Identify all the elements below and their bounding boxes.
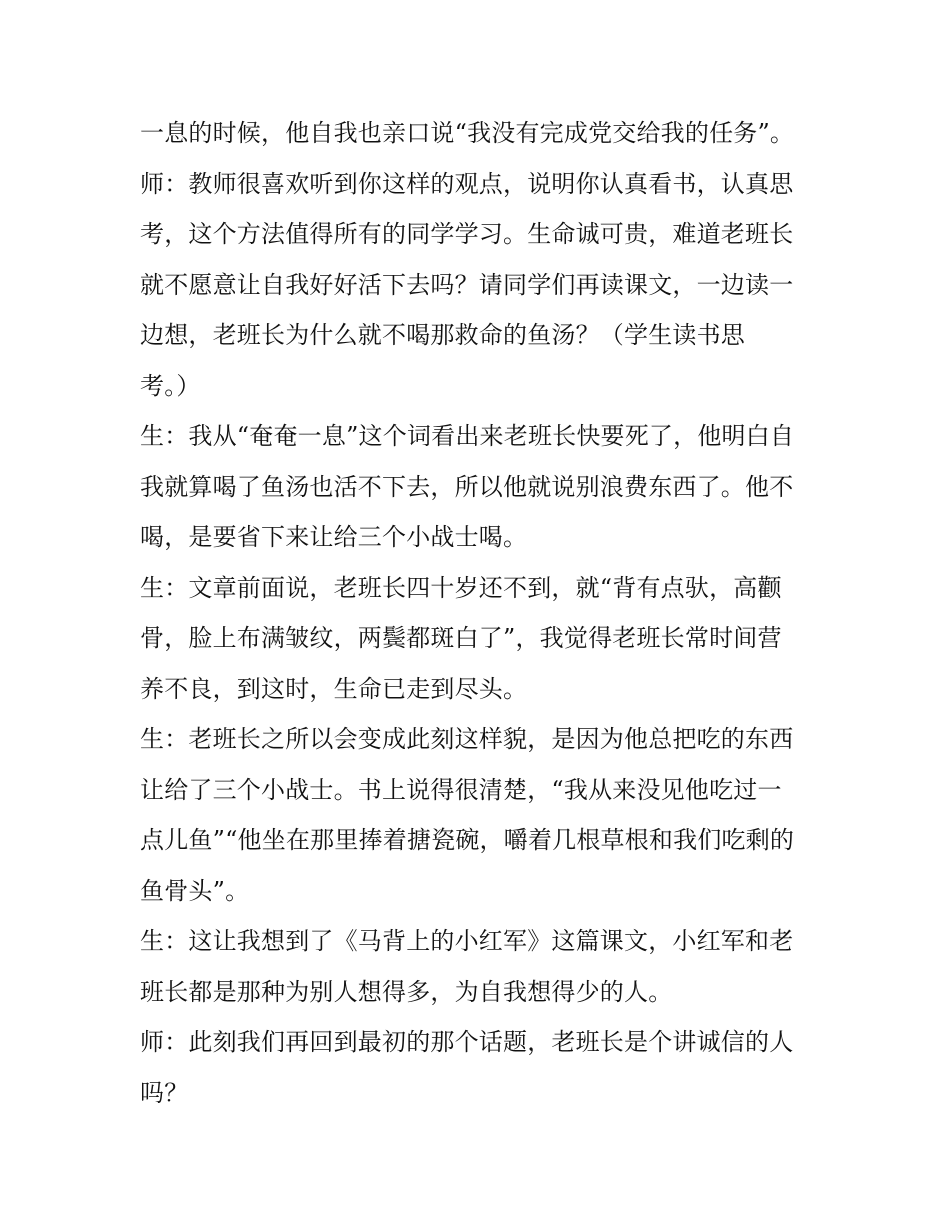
text-line: 生：文章前面说，老班长四十岁还不到，就“背有点驮，高颧 [140,573,782,602]
text-line: 鱼骨头”。 [140,876,250,905]
text-line: 师：此刻我们再回到最初的那个话题，老班长是个讲诚信的人 [140,1028,794,1056]
paragraph-student-1 [140,411,820,563]
text-line: 生：老班长之所以会变成此刻这样貌，是因为他总把吃的东西 [140,725,794,753]
paragraph-student-4 [140,916,820,1017]
text-line: 点儿鱼”“他坐在那里捧着搪瓷碗，嚼着几根草根和我们吃剩的 [140,826,795,854]
text-line: 骨，脸上布满皱纹，两鬓都斑白了”，我觉得老班长常时间营 [140,624,782,652]
text-line: 考，这个方法值得所有的同学学习。生命诚可贵，难道老班长 [140,220,794,248]
text-line: 就不愿意让自我好好活下去吗？请同学们再读课文，一边读一 [140,270,794,299]
text-line: 生：这让我想到了《马背上的小红军》这篇课文，小红军和老 [140,927,794,955]
text-line: 养不良，到这时，生命已走到尽头。 [140,674,528,703]
text-line: 班长都是那种为别人想得多，为自我想得少的人。 [140,977,673,1006]
text-line: 边想，老班长为什么就不喝那救命的鱼汤？（学生读书思 [140,321,745,349]
document-body [140,108,820,1118]
text-line: 我就算喝了鱼汤也活不下去，所以他就说别浪费东西了。他不 [140,472,794,501]
text-line: 吗？ [140,1078,189,1107]
paragraph-student-3 [140,714,820,916]
text-line: 生：我从“奄奄一息”这个词看出来老班长快要死了，他明白自 [140,422,795,450]
text-line: 喝，是要省下来让给三个小战士喝。 [140,523,528,551]
paragraph-teacher-2 [140,1017,820,1118]
text-line: 让给了三个小战士。书上说得很清楚，“我从来没见他吃过一 [140,775,782,804]
text-line: 考。） [140,371,201,400]
paragraph-continuation [140,108,820,159]
paragraph-student-2 [140,563,820,715]
paragraph-teacher-1 [140,159,820,412]
text-line: 师：教师很喜欢听到你这样的观点，说明你认真看书，认真思 [140,169,794,198]
text-line: 一息的时候，他自我也亲口说“我没有完成党交给我的任务”。 [140,119,795,147]
